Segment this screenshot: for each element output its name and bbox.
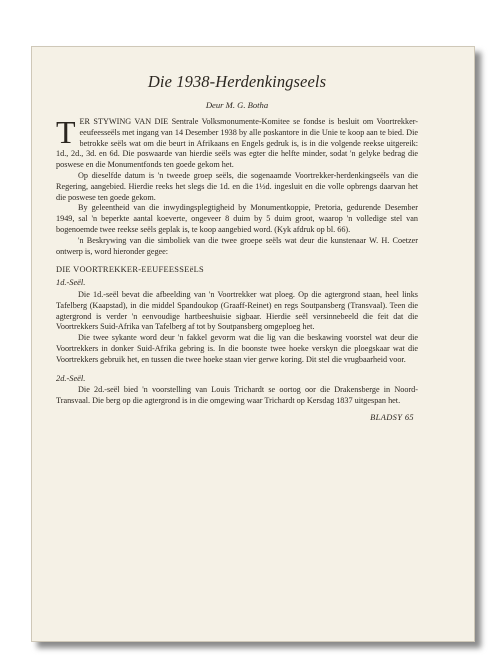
article-author: Deur M. G. Botha [205, 100, 269, 110]
article-title: Die 1938-Herdenkingseels [147, 72, 327, 91]
intro-text: ER STYWING VAN DIE Sentrale Volksmonumente-Komitee se fondse is besluit om Voortrekker-eeufeesseëls met ingang van 14 Desember 1938 by alle poskantore in die Unie te koop aan te bied. Die betrokke seëls wat om die beurt in Afrikaans en Engels gedruk is, is in die volgende reekse uitgereik: 1d., 2d., 3d. en 6d. Die poswaarde van hierdie seëls was egter die helfte minder, sodat 'n gelyke bedrag die poswese en die Monumentfonds ten goede gekom het. [56, 117, 418, 170]
paragraph: Die twee sykante word deur 'n fakkel gevorm wat die lig van die beskawing voorstel wat deur die Voortrekkers in donker Suid-Afrika gebring is. In die boonste twee hoeke verskyn die ploegskaar wat die Voortrekkers gebruik het, en tussen die twee hoeke staan vier gerwe koring. Dit stel die vrugbaarheid voor. [56, 333, 418, 364]
article-body [56, 114, 418, 407]
section-heading: DIE VOORTREKKER-EEUFEESSEëLS [56, 265, 205, 275]
subheading-2d: 2d.-Seël. [56, 373, 86, 383]
paragraph: 'n Beskrywing van die simboliek van die twee groepe seëls wat deur die kunstenaar W. H. Coetzer ontwerp is, word hieronder gegee: [56, 235, 418, 256]
subheading-1d: 1d.-Seël. [56, 278, 86, 288]
drop-cap: T [56, 114, 76, 150]
intro-paragraph [56, 114, 418, 171]
paragraph: By geleentheid van die inwydingsplegtigheid by Monumentkoppie, Pretoria, gedurende Desember 1949, sal 'n beperkte aantal koeverte, ongeveer 8 duim by 5 duim groot, waarop 'n volledige stel van bogenoemde twee reekse seëls geplak is, te koop aangebied word. (Kyk afdruk op bl. 66). [56, 203, 418, 234]
paragraph: Die 1d.-seël bevat die afbeelding van 'n Voortrekker wat ploeg. Op die agtergrond staan, heel links Tafelberg (Kaapstad), in die middel Spandoukop (Graaff-Reinet) en regs Soutpansberg (Transvaal). Teen die agtergrond is verder 'n eenvoudige hartbeeshuisie sigbaar. Hierdie seël versinnebeeld die feit dat die Voortrekkers Suid-Afrika van Tafelberg af tot by Soutpansberg omgeploeg het. [56, 289, 418, 332]
page-number: BLADSY 65 [370, 412, 414, 422]
paragraph: Op dieselfde datum is 'n tweede groep seëls, die sogenaamde Voortrekker-herdenkingseëls van die Regering, aangebied. Hierdie reeks het slegs die 1d. en die 1½d. ingesluit en die volle opbrengs daarvan het die poswese ten goede gekom. [56, 170, 418, 202]
paragraph: Die 2d.-seël bied 'n voorstelling van Louis Trichardt se oortog oor die Drakensberge in Noord-Transvaal. Die berg op die agtergrond is in die omgewing waar Trichardt op Kersdag 1837 uitgespan het. [56, 385, 418, 406]
page-content [56, 72, 418, 424]
